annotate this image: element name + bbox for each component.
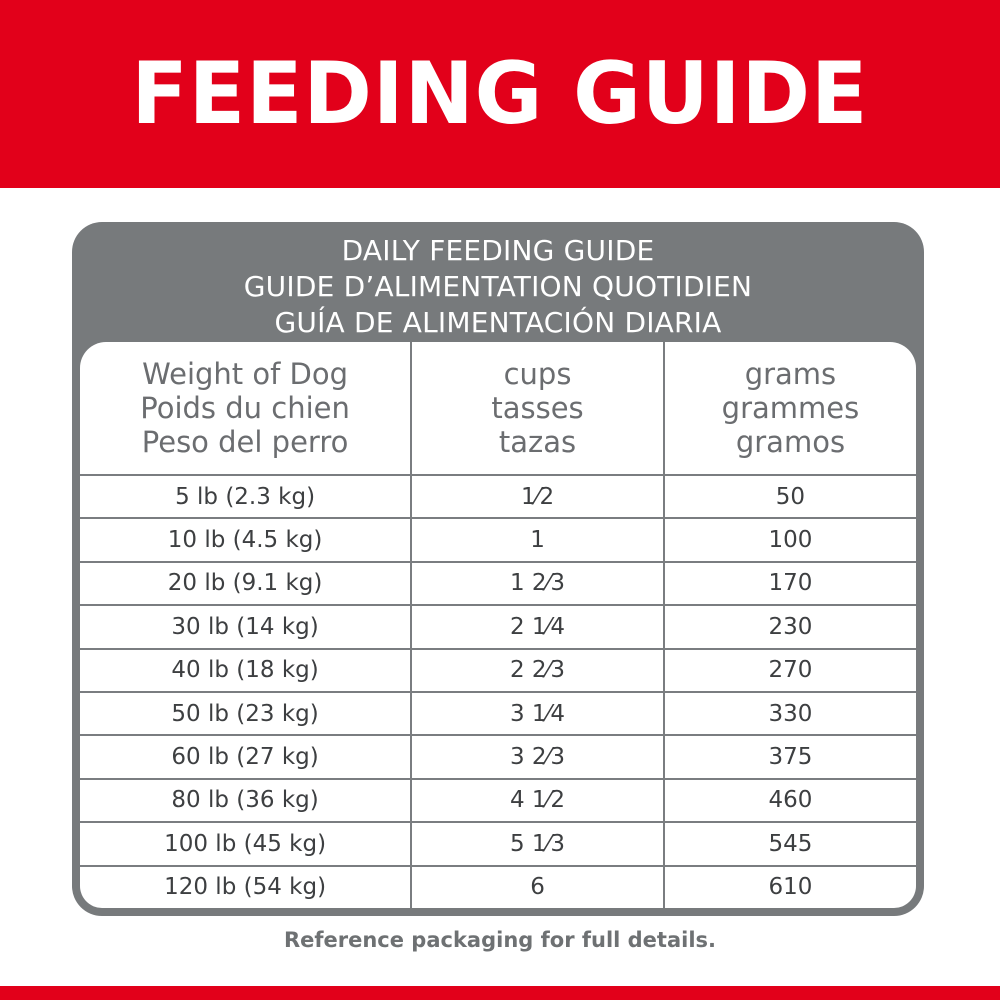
weight-cell: 50 lb (23 kg) — [80, 692, 411, 735]
table-row — [80, 605, 916, 648]
table-row — [80, 649, 916, 692]
column-header-weight: Weight of Dog Poids du chien Peso del perro — [80, 342, 411, 475]
table-row — [80, 692, 916, 735]
cups-cell: 1 2⁄3 — [411, 562, 664, 605]
grams-cell: 50 — [664, 475, 916, 518]
feeding-table — [80, 342, 916, 908]
table-row — [80, 518, 916, 561]
weight-cell: 5 lb (2.3 kg) — [80, 475, 411, 518]
cups-cell: 1⁄2 — [411, 475, 664, 518]
grams-cell: 375 — [664, 735, 916, 778]
table-body — [80, 475, 916, 908]
card-header — [72, 232, 924, 342]
cups-cell: 3 1⁄4 — [411, 692, 664, 735]
cups-cell: 2 2⁄3 — [411, 649, 664, 692]
column-header-grams: grams grammes gramos — [664, 342, 916, 475]
grams-cell: 545 — [664, 822, 916, 865]
table-row — [80, 562, 916, 605]
card-title-french: GUIDE D’ALIMENTATION QUOTIDIEN — [243, 270, 753, 303]
bottom-bar — [0, 986, 1000, 1000]
weight-cell: 60 lb (27 kg) — [80, 735, 411, 778]
weight-cell: 10 lb (4.5 kg) — [80, 518, 411, 561]
cups-cell: 5 1⁄3 — [411, 822, 664, 865]
weight-cell: 80 lb (36 kg) — [80, 779, 411, 822]
feeding-table-container — [80, 342, 916, 908]
cups-cell: 1 — [411, 518, 664, 561]
table-row — [80, 779, 916, 822]
grams-cell: 100 — [664, 518, 916, 561]
table-row — [80, 475, 916, 518]
footnote: Reference packaging for full details. — [283, 928, 717, 952]
table-header-row — [80, 342, 916, 475]
grams-cell: 230 — [664, 605, 916, 648]
feeding-guide-card — [72, 222, 924, 916]
cups-cell: 3 2⁄3 — [411, 735, 664, 778]
table-row — [80, 735, 916, 778]
table-row — [80, 866, 916, 908]
grams-cell: 460 — [664, 779, 916, 822]
card-title-spanish: GUÍA DE ALIMENTACIÓN DIARIA — [274, 306, 722, 339]
weight-cell: 20 lb (9.1 kg) — [80, 562, 411, 605]
column-header-cups: cups tasses tazas — [411, 342, 664, 475]
weight-cell: 40 lb (18 kg) — [80, 649, 411, 692]
grams-cell: 610 — [768, 874, 813, 901]
cups-cell: 2 1⁄4 — [411, 605, 664, 648]
page-title: FEEDING GUIDE — [131, 44, 869, 144]
weight-cell: 100 lb (45 kg) — [80, 822, 411, 865]
card-title-english: DAILY FEEDING GUIDE — [341, 234, 655, 267]
weight-cell: 30 lb (14 kg) — [80, 605, 411, 648]
grams-cell: 170 — [664, 562, 916, 605]
cups-cell: 6 — [411, 866, 664, 908]
grams-cell: 330 — [664, 692, 916, 735]
grams-cell: 270 — [664, 649, 916, 692]
table-row — [80, 822, 916, 865]
title-banner — [0, 0, 1000, 188]
weight-cell: 120 lb (54 kg) — [80, 866, 411, 908]
cups-cell: 4 1⁄2 — [411, 779, 664, 822]
